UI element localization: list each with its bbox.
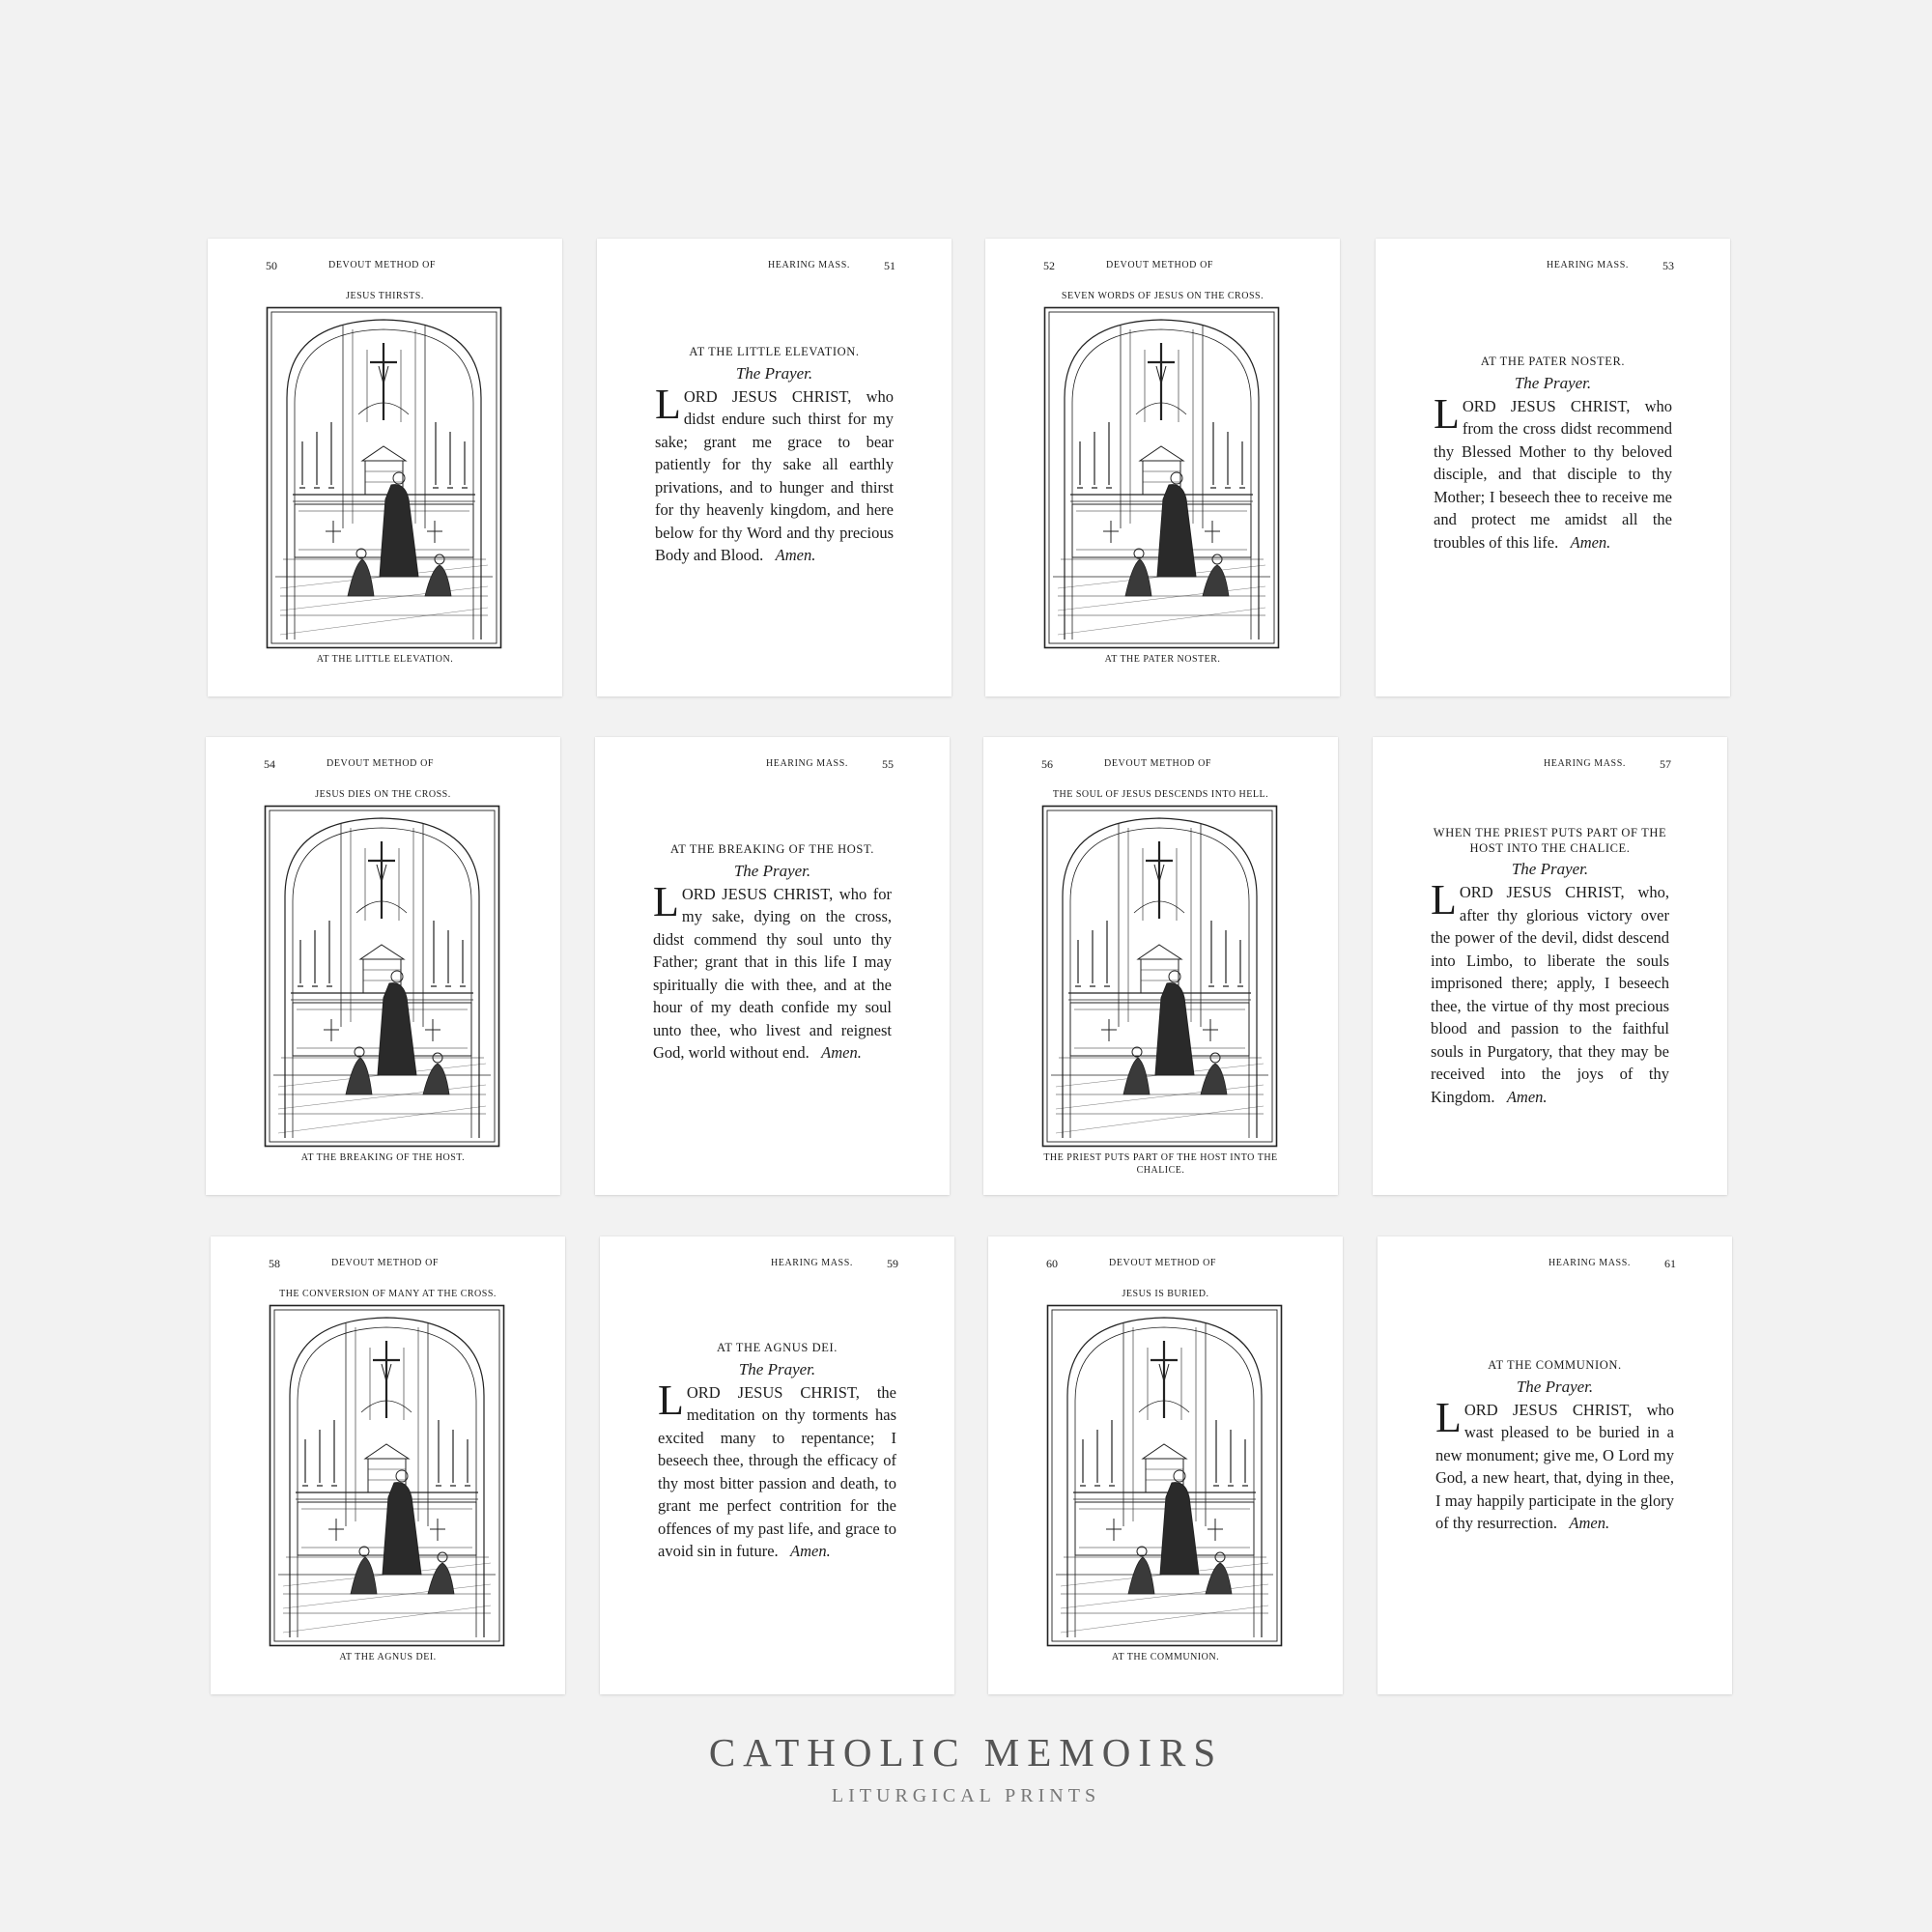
drop-cap: L [655,380,681,428]
running-head: DEVOUT METHOD OF [1106,260,1214,270]
engraving-illustration [1041,805,1278,1148]
prayer-block [658,1341,896,1563]
page-number: 54 [264,757,275,771]
page-52 [985,239,1340,696]
drop-cap: L [653,877,679,925]
prayer-block [1434,355,1672,554]
brand-title: CATHOLIC MEMOIRS [708,1730,1224,1775]
prayer-title: WHEN THE PRIEST PUTS PART OF THE HOST INTO THE CHALICE. [1433,826,1667,855]
illustration-caption: AT THE COMMUNION. [1111,1652,1220,1662]
illustration-subtitle: JESUS IS BURIED. [1122,1289,1209,1299]
page-number: 59 [887,1257,898,1270]
prayer-text [653,877,892,1065]
page-number: 50 [266,259,277,272]
illustration-subtitle: JESUS THIRSTS. [346,291,424,301]
engraving-illustration [1043,306,1280,649]
page-56 [983,737,1338,1195]
running-head: HEARING MASS. [767,260,850,270]
illustration-subtitle: JESUS DIES ON THE CROSS. [315,789,451,800]
prayer-heading: The Prayer. [738,1359,816,1378]
running-head: DEVOUT METHOD OF [327,758,435,769]
page-number: 58 [269,1257,280,1270]
running-head: HEARING MASS. [770,1258,853,1268]
page-61 [1378,1236,1732,1694]
page-60 [988,1236,1343,1694]
illustration-subtitle: THE SOUL OF JESUS DESCENDS INTO HELL. [1052,789,1269,800]
page-57 [1373,737,1727,1195]
prayer-title: AT THE PATER NOSTER. [1480,355,1626,368]
drop-cap: L [1434,389,1460,438]
prayer-text [655,380,894,567]
prayer-heading: The Prayer. [1514,373,1592,392]
illustration-caption: AT THE AGNUS DEI. [339,1652,437,1662]
illustration-subtitle: SEVEN WORDS OF JESUS ON THE CROSS. [1061,291,1264,301]
amen: Amen. [1506,1087,1548,1106]
engraving-illustration [266,306,502,649]
page-59 [600,1236,954,1694]
prayer-text [1431,876,1669,1108]
page-number: 51 [884,259,895,272]
running-head: DEVOUT METHOD OF [1104,758,1212,769]
page-number: 56 [1041,757,1053,771]
prayer-block [1435,1358,1674,1535]
amen: Amen. [1569,1514,1610,1533]
prayer-body: ORD JESUS CHRIST, the meditation on thy torments has excited many to repentance; I beseech thee, through the efficacy of thy most bitter passion and death, to grant me perfect contrition for the offences of my past life, and grace to avoid sin in future. [658,1382,896,1561]
prayer-body: ORD JESUS CHRIST, who didst endure such thirst for my sake; grant me grace to bear patiently for thy sake all earthly privations, and to hunger and thirst for thy heavenly kingdom, and here below for thy Word and thy precious Body and Blood. [655,386,894,565]
prayer-body: ORD JESUS CHRIST, who from the cross didst recommend thy Blessed Mother to thy beloved disciple, and that disciple to thy Mother; I beseech thee to receive me and protect me amidst all the troubles of this life. [1434,396,1672,552]
running-head: HEARING MASS. [1543,758,1626,769]
prayer-heading: The Prayer. [735,363,813,383]
page-55 [595,737,950,1195]
amen: Amen. [775,546,816,565]
illustration-caption: AT THE BREAKING OF THE HOST. [300,1152,466,1163]
prayer-text [658,1376,896,1563]
engraving-illustration [269,1304,505,1647]
prayer-text [1434,389,1672,554]
prayer-block [1431,826,1669,1108]
prayer-body: ORD JESUS CHRIST, who for my sake, dying on the cross, didst commend thy soul unto thy Father; grant that in this life I may spiritually die with thee, and at the hour of my death confide my soul unto thee, who livest and reignest God, world without end. [653,884,892,1063]
page-54 [206,737,560,1195]
prayer-body: ORD JESUS CHRIST, who wast pleased to be buried in a new monument; give me, O Lord my God, a new heart, that, dying in thee, I may happily participate in the glory of thy resurrection. [1435,1400,1674,1533]
page-number: 60 [1046,1257,1058,1270]
page-number: 52 [1043,259,1055,272]
amen: Amen. [1570,532,1611,552]
page-53 [1376,239,1730,696]
prayer-block [655,345,894,567]
brand-subtitle: LITURGICAL PRINTS [831,1785,1101,1806]
running-head: HEARING MASS. [1548,1258,1631,1268]
engraving-illustration [1046,1304,1283,1647]
prayer-text [1435,1393,1674,1535]
page-50 [208,239,562,696]
page-58 [211,1236,565,1694]
prayer-heading: The Prayer. [1511,860,1589,879]
running-head: HEARING MASS. [765,758,848,769]
page-number: 57 [1660,757,1671,771]
amen: Amen. [821,1043,862,1063]
drop-cap: L [658,1376,684,1424]
page-51 [597,239,952,696]
illustration-subtitle: THE CONVERSION OF MANY AT THE CROSS. [279,1289,497,1299]
running-head: HEARING MASS. [1546,260,1629,270]
drop-cap: L [1435,1393,1462,1441]
drop-cap: L [1431,876,1457,924]
illustration-caption: AT THE LITTLE ELEVATION. [316,654,454,665]
page-number: 61 [1664,1257,1676,1270]
running-head: DEVOUT METHOD OF [328,260,437,270]
prayer-body: ORD JESUS CHRIST, who, after thy glorious victory over the power of the devil, didst descend into Limbo, to liberate the souls imprisoned there; apply, I beseech thee, the virtue of thy most precious blood and passion to the faithful souls in Purgatory, that they may be received into the joys of thy Kingdom. [1431,883,1669,1106]
prayer-heading: The Prayer. [733,861,811,880]
prayer-title: AT THE COMMUNION. [1488,1358,1622,1372]
amen: Amen. [790,1542,831,1561]
illustration-caption: THE PRIEST PUTS PART OF THE HOST INTO THE CHALICE. [1043,1152,1278,1176]
running-head: DEVOUT METHOD OF [1109,1258,1217,1268]
page-number: 55 [882,757,894,771]
illustration-caption: AT THE PATER NOSTER. [1104,654,1221,665]
prayer-title: AT THE BREAKING OF THE HOST. [669,842,875,856]
prayer-block [653,842,892,1065]
engraving-illustration [264,805,500,1148]
running-head: DEVOUT METHOD OF [331,1258,440,1268]
prayer-title: AT THE LITTLE ELEVATION. [689,345,860,358]
prayer-heading: The Prayer. [1516,1377,1594,1396]
prayer-title: AT THE AGNUS DEI. [716,1341,838,1354]
page-number: 53 [1662,259,1674,272]
